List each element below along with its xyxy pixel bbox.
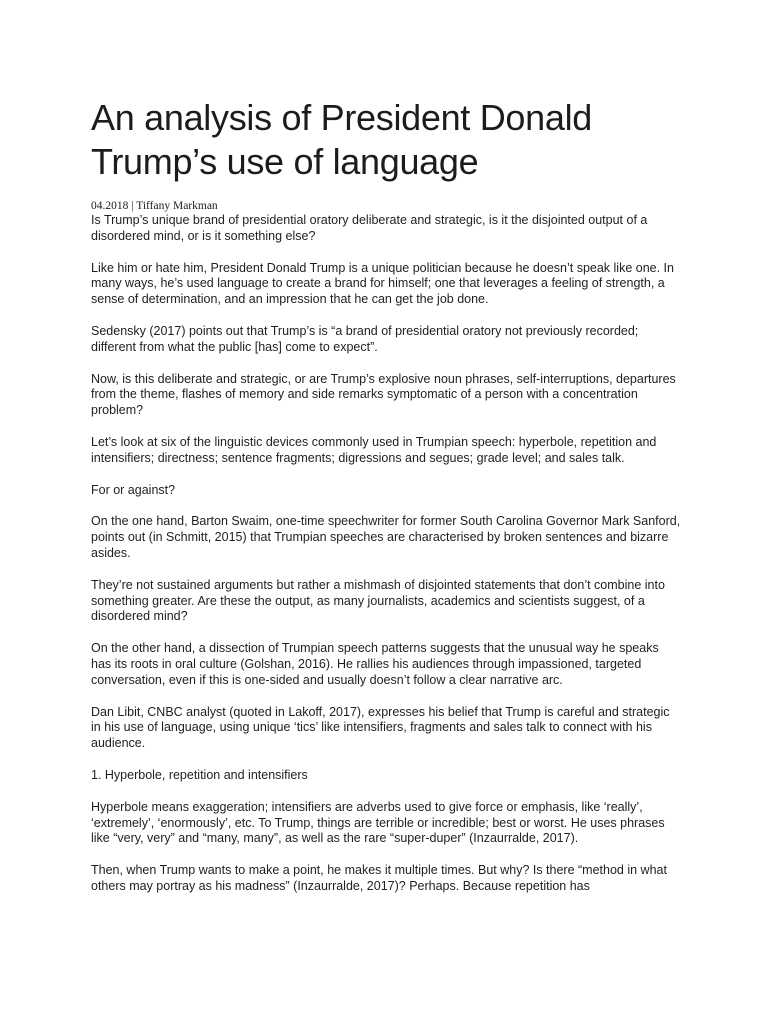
- paragraph: Is Trump’s unique brand of presidential oratory deliberate and strategic, is it the disjointed output of a disordered mind, or is it something else?: [91, 213, 648, 243]
- paragraph: On the other hand, a dissection of Trumpian speech patterns suggests that the unusual way he speaks has its roots in oral culture (Golshan, 2016). He rallies his audiences through impassioned, targeted conversation, even if this is one-sided and usually doesn’t follow a clear narrative arc.: [91, 641, 659, 687]
- section-heading: 1. Hyperbole, repetition and intensifiers: [91, 767, 308, 782]
- paragraph: Dan Libit, CNBC analyst (quoted in Lakoff, 2017), expresses his belief that Trump is careful and strategic in his use of language, using unique ‘tics’ like intensifiers, fragments and sales talk to connect with his audience.: [91, 704, 670, 751]
- paragraph: Let’s look at six of the linguistic devices commonly used in Trumpian speech: hyperbole, repetition and intensifiers; directness; sentence fragments; digressions and segues; grade level; and sales talk.: [91, 434, 657, 465]
- paragraph: Hyperbole means exaggeration; intensifiers are adverbs used to give force or emphasis, like ‘really’, ‘extremely’, ‘enormously’, etc. To Trump, things are terrible or incredible; best or worst. He uses phrases like “very, very” and “many, many”, as well as the rare “super-duper” (Inzaurralde, 2017).: [91, 799, 665, 846]
- section-heading: For or against?: [91, 482, 176, 497]
- paragraph: Then, when Trump wants to make a point, he makes it multiple times. But why? Is there “method in what others may portray as his madness” (Inzaurralde, 2017)? Perhaps. Because repetition has: [91, 863, 667, 893]
- paragraph: Now, is this deliberate and strategic, or are Trump’s explosive noun phrases, self-interruptions, departures from the theme, flashes of memory and side remarks symptomatic of a person with a concentration problem?: [91, 371, 676, 418]
- document-page: [91, 96, 681, 911]
- paragraph: Like him or hate him, President Donald Trump is a unique politician because he doesn’t speak like one. In many ways, he’s used language to create a brand for himself; one that leverages a feeling of strength, a sense of determination, and an impression that he can get the job done.: [91, 260, 674, 307]
- article-title: An analysis of President Donald Trump’s use of language: [91, 97, 592, 182]
- article-body: [91, 213, 681, 895]
- paragraph: Sedensky (2017) points out that Trump’s is “a brand of presidential oratory not previously recorded; different from what the public [has] come to expect”.: [91, 323, 639, 354]
- paragraph: On the one hand, Barton Swaim, one-time speechwriter for former South Carolina Governor Mark Sanford, points out (in Schmitt, 2015) that Trumpian speeches are characterised by broken sentences and bizarre asides.: [91, 514, 681, 560]
- paragraph: They’re not sustained arguments but rather a mishmash of disjointed statements that don’t combine into something greater. Are these the output, as many journalists, academics and scientists suggest, of a disordered mind?: [91, 577, 665, 624]
- article-byline: 04.2018 | Tiffany Markman: [91, 200, 218, 212]
